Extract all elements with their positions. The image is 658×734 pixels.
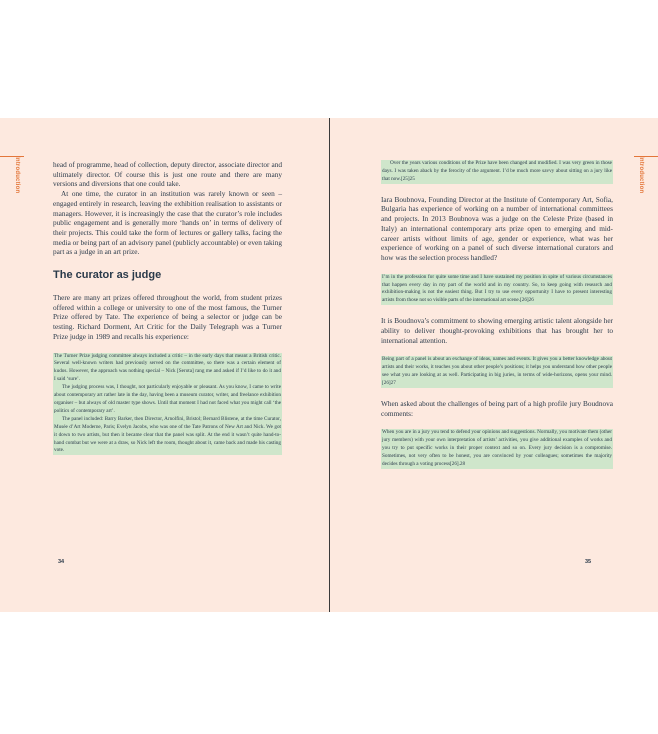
section-heading: The curator as judge — [53, 269, 162, 282]
quote-block-top — [381, 160, 613, 184]
side-tab-label: Introduction — [14, 156, 20, 194]
book-spread — [0, 118, 658, 612]
quote-paragraph: The Turner Prize judging committee always included a critic – in the early days that meant a British critic. Several well-known writers had previously served on the committee, so there was a certain element of kudos. However, the approach was nothing special – Nick [Serota] rang me and asked if I’d like to do it and I said ‘sure’. — [54, 352, 281, 383]
body-paragraph: It is Boudnova’s commitment to showing emerging artistic talent alongside her ability to deliver thought-provoking exhibitions that has brought her to international attention. — [381, 316, 613, 345]
left-text-column — [53, 160, 282, 455]
quote-paragraph: Being part of a panel is about an exchange of ideas, names and events. It gives you a better knowledge about artists and their works, it teaches you about other people’s positions; it helps you understand how other people see what you are looking at as well. Participating in big juries, in terms of wide-horizons, opens your mind.[26]27 — [382, 356, 612, 387]
body-paragraph: Iara Boubnova, Founding Director at the Institute of Contemporary Art, Sofia, Bulgaria has experience of working on a number of international committees and projects. In 2013 Boubnova was a judge on the Celeste Prize (based in Italy) an international contemporary arts prize open to emerging and mid-career artists without limits of age, gender or experience, what was her experience of working on a panel of such diverse international curators and how was the selection process handled? — [381, 194, 613, 262]
quote-block-boubnova-2 — [381, 356, 613, 388]
intro-paragraph: At one time, the curator in an institution was rarely known or seen – engaged entirely in research, leaving the exhibition realisation to assistants or managers. However, it is increasingly the case that the curator’s role includes public engagement and is generally more ‘hands on’ in terms of delivery of their projects. This could take the form of lectures or gallery talks, facing the media or being part of an advisory panel (publicly accountable) or even taking part as a judge in an art prize. — [53, 189, 282, 257]
side-tab-label: Introduction — [638, 156, 644, 194]
body-paragraph: There are many art prizes offered throughout the world, from student prizes offered within a college or university to one of the most famous, the Turner Prize offered by Tate. The experience of being a selector or judge can be testing. Richard Dorment, Art Critic for the Daily Telegraph was a Turner Prize judge in 1989 and recalls his experience: — [53, 293, 282, 341]
quote-block-boubnova-1 — [381, 274, 613, 306]
quote-paragraph: Over the years various conditions of the Prize have been changed and modified. I was very green in those days. I was taken aback by the ferocity of the argument. I’d be much more savvy about sitting on a jury like that now.[25]25 — [382, 160, 612, 182]
quote-paragraph: The panel included: Barry Barker, then Director, Arnolfini, Bristol; Bernard Blistene, at the time Curator, Musée d’Art Moderne, Paris; Evelyn Jacobs, who was one of the Tate Patrons of New Art and Nick. We got it down to two artists, but then it became clear that the panel was split. At the end it wasn’t quite hand-to-hand combat but we were at a draw, so Nick left the room, thought about it, came back and made his casting vote. — [54, 415, 281, 454]
quote-paragraph: When you are in a jury you tend to defend your opinions and suggestions. Normally, you motivate them (other jury members) with your own interpretation of artists’ activities, you give additional examples of works and you try to put specific works in their proper context and so on. Every jury decision is a compromise. Sometimes, not very often to be honest, you are convinced by your colleagues; sometimes the majority decides through a voting process[26].28 — [382, 429, 612, 468]
right-text-column — [381, 160, 613, 469]
left-page — [0, 118, 329, 612]
side-tab-rule — [0, 156, 24, 157]
page-number: 34 — [58, 559, 65, 565]
right-page — [330, 118, 658, 612]
intro-paragraph: head of programme, head of collection, deputy director, associate director and ultimately director. Of course this is just one route and there are many versions and diversions that one could take. — [53, 160, 282, 189]
quote-paragraph: The judging process was, I thought, not particularly enjoyable or pleasant. As you know, I came to write about contemporary art rather late in the day, having been a museum curator, writer, and freelance exhibition organiser – but always of old master type shows. Until that moment I had not faced what you might call ‘the politics of contemporary art’. — [54, 384, 281, 414]
body-paragraph: When asked about the challenges of being part of a high profile jury Boudnova comments: — [381, 399, 613, 418]
quote-block-boubnova-3 — [381, 429, 613, 469]
quote-block-dorment — [53, 353, 282, 456]
page-number: 35 — [585, 559, 592, 565]
quote-paragraph: I’m in the profession for quite some time and I have sustained my position in spite of various circumstances that happen every day in my part of the world and in my country. So, to keep going with research and exhibition-making is not the easiest thing. But I try to use every opportunity I have to present interesting artists from those not so visible parts of the international art scene.[26]26 — [382, 273, 612, 304]
